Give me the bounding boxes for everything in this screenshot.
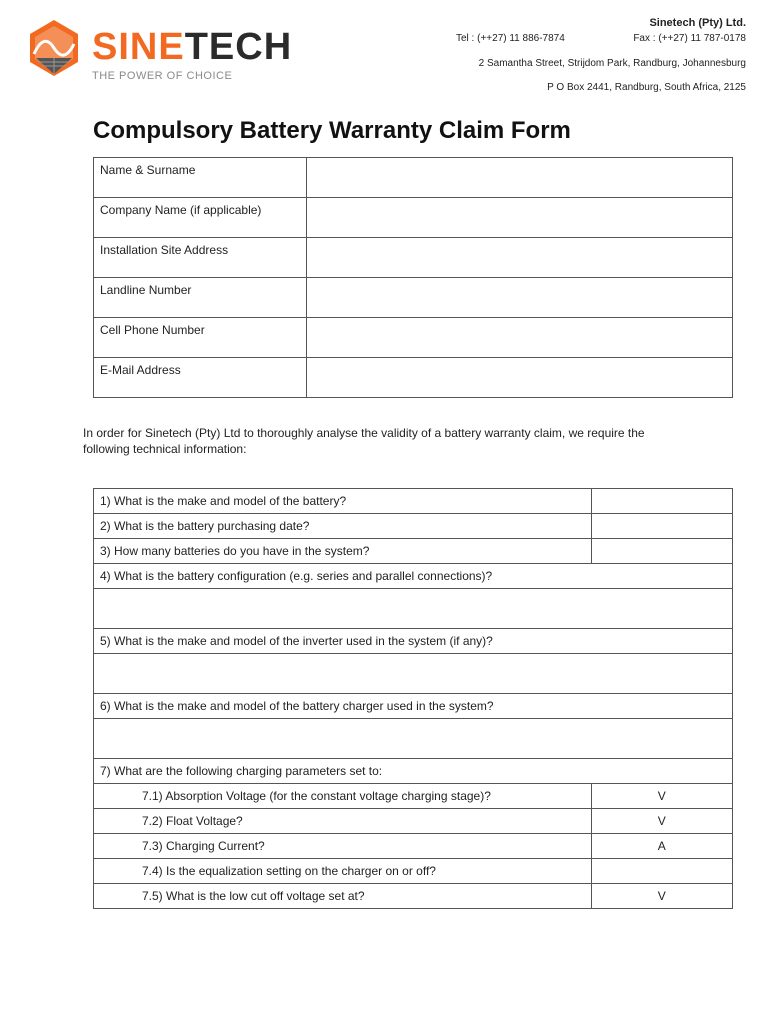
brand-tagline: THE POWER OF CHOICE bbox=[92, 70, 233, 82]
table-row bbox=[94, 629, 733, 654]
site-address-field[interactable] bbox=[307, 238, 733, 278]
brand-name: SINETECH bbox=[92, 26, 293, 68]
question-label: 3) How many batteries do you have in the system? bbox=[94, 539, 592, 564]
fax-number: Fax : (++27) 11 787-0178 bbox=[633, 33, 746, 44]
question-label: 4) What is the battery configuration (e.g. series and parallel connections)? bbox=[94, 564, 733, 589]
table-row bbox=[94, 784, 733, 809]
field-label: Installation Site Address bbox=[94, 238, 307, 278]
question-label: 5) What is the make and model of the inverter used in the system (if any)? bbox=[94, 629, 733, 654]
cell-phone-field[interactable] bbox=[307, 318, 733, 358]
question-label: 7.5) What is the low cut off voltage set at? bbox=[94, 884, 592, 909]
street-address: 2 Samantha Street, Strijdom Park, Randburg, Johannesburg bbox=[478, 58, 746, 69]
table-row bbox=[94, 694, 733, 719]
table-row bbox=[94, 859, 733, 884]
table-row bbox=[94, 654, 733, 694]
company-name-field[interactable] bbox=[307, 198, 733, 238]
customer-details-table bbox=[93, 157, 733, 398]
question-label: 7) What are the following charging parameters set to: bbox=[94, 759, 733, 784]
postal-address: P O Box 2441, Randburg, South Africa, 2125 bbox=[547, 82, 746, 93]
table-row bbox=[94, 834, 733, 859]
question-label: 7.2) Float Voltage? bbox=[94, 809, 592, 834]
field-label: Name & Surname bbox=[94, 158, 307, 198]
question-label: 7.1) Absorption Voltage (for the constant voltage charging stage)? bbox=[94, 784, 592, 809]
technical-questions-table bbox=[93, 488, 733, 909]
table-row bbox=[94, 318, 733, 358]
charger-model-answer[interactable] bbox=[94, 719, 733, 759]
table-row bbox=[94, 719, 733, 759]
table-row bbox=[94, 589, 733, 629]
intro-paragraph: In order for Sinetech (Pty) Ltd to thoroughly analyse the validity of a battery warranty claim, we require the following technical information: bbox=[83, 426, 645, 456]
battery-count-answer[interactable] bbox=[591, 539, 732, 564]
absorption-voltage-answer[interactable]: V bbox=[591, 784, 732, 809]
table-row bbox=[94, 489, 733, 514]
company-name: Sinetech (Pty) Ltd. bbox=[649, 17, 746, 29]
table-row bbox=[94, 539, 733, 564]
float-voltage-answer[interactable]: V bbox=[591, 809, 732, 834]
question-label: 6) What is the make and model of the battery charger used in the system? bbox=[94, 694, 733, 719]
question-label: 1) What is the make and model of the battery? bbox=[94, 489, 592, 514]
table-row bbox=[94, 358, 733, 398]
hexagon-sun-icon bbox=[24, 18, 84, 78]
question-label: 7.4) Is the equalization setting on the charger on or off? bbox=[94, 859, 592, 884]
table-row bbox=[94, 278, 733, 318]
field-label: Landline Number bbox=[94, 278, 307, 318]
battery-model-answer[interactable] bbox=[591, 489, 732, 514]
field-label: E-Mail Address bbox=[94, 358, 307, 398]
form-title: Compulsory Battery Warranty Claim Form bbox=[93, 117, 571, 144]
email-field[interactable] bbox=[307, 358, 733, 398]
field-label: Company Name (if applicable) bbox=[94, 198, 307, 238]
table-row bbox=[94, 564, 733, 589]
purchase-date-answer[interactable] bbox=[591, 514, 732, 539]
table-row bbox=[94, 884, 733, 909]
table-row bbox=[94, 238, 733, 278]
table-row bbox=[94, 198, 733, 238]
question-label: 2) What is the battery purchasing date? bbox=[94, 514, 592, 539]
sinetech-logo bbox=[24, 18, 354, 86]
name-surname-field[interactable] bbox=[307, 158, 733, 198]
battery-configuration-answer[interactable] bbox=[94, 589, 733, 629]
charging-current-answer[interactable]: A bbox=[591, 834, 732, 859]
table-row bbox=[94, 514, 733, 539]
table-row bbox=[94, 158, 733, 198]
telephone-number: Tel : (++27) 11 886-7874 bbox=[456, 33, 565, 44]
field-label: Cell Phone Number bbox=[94, 318, 307, 358]
table-row bbox=[94, 759, 733, 784]
landline-field[interactable] bbox=[307, 278, 733, 318]
table-row bbox=[94, 809, 733, 834]
question-label: 7.3) Charging Current? bbox=[94, 834, 592, 859]
inverter-model-answer[interactable] bbox=[94, 654, 733, 694]
equalization-answer[interactable] bbox=[591, 859, 732, 884]
low-cutoff-voltage-answer[interactable]: V bbox=[591, 884, 732, 909]
